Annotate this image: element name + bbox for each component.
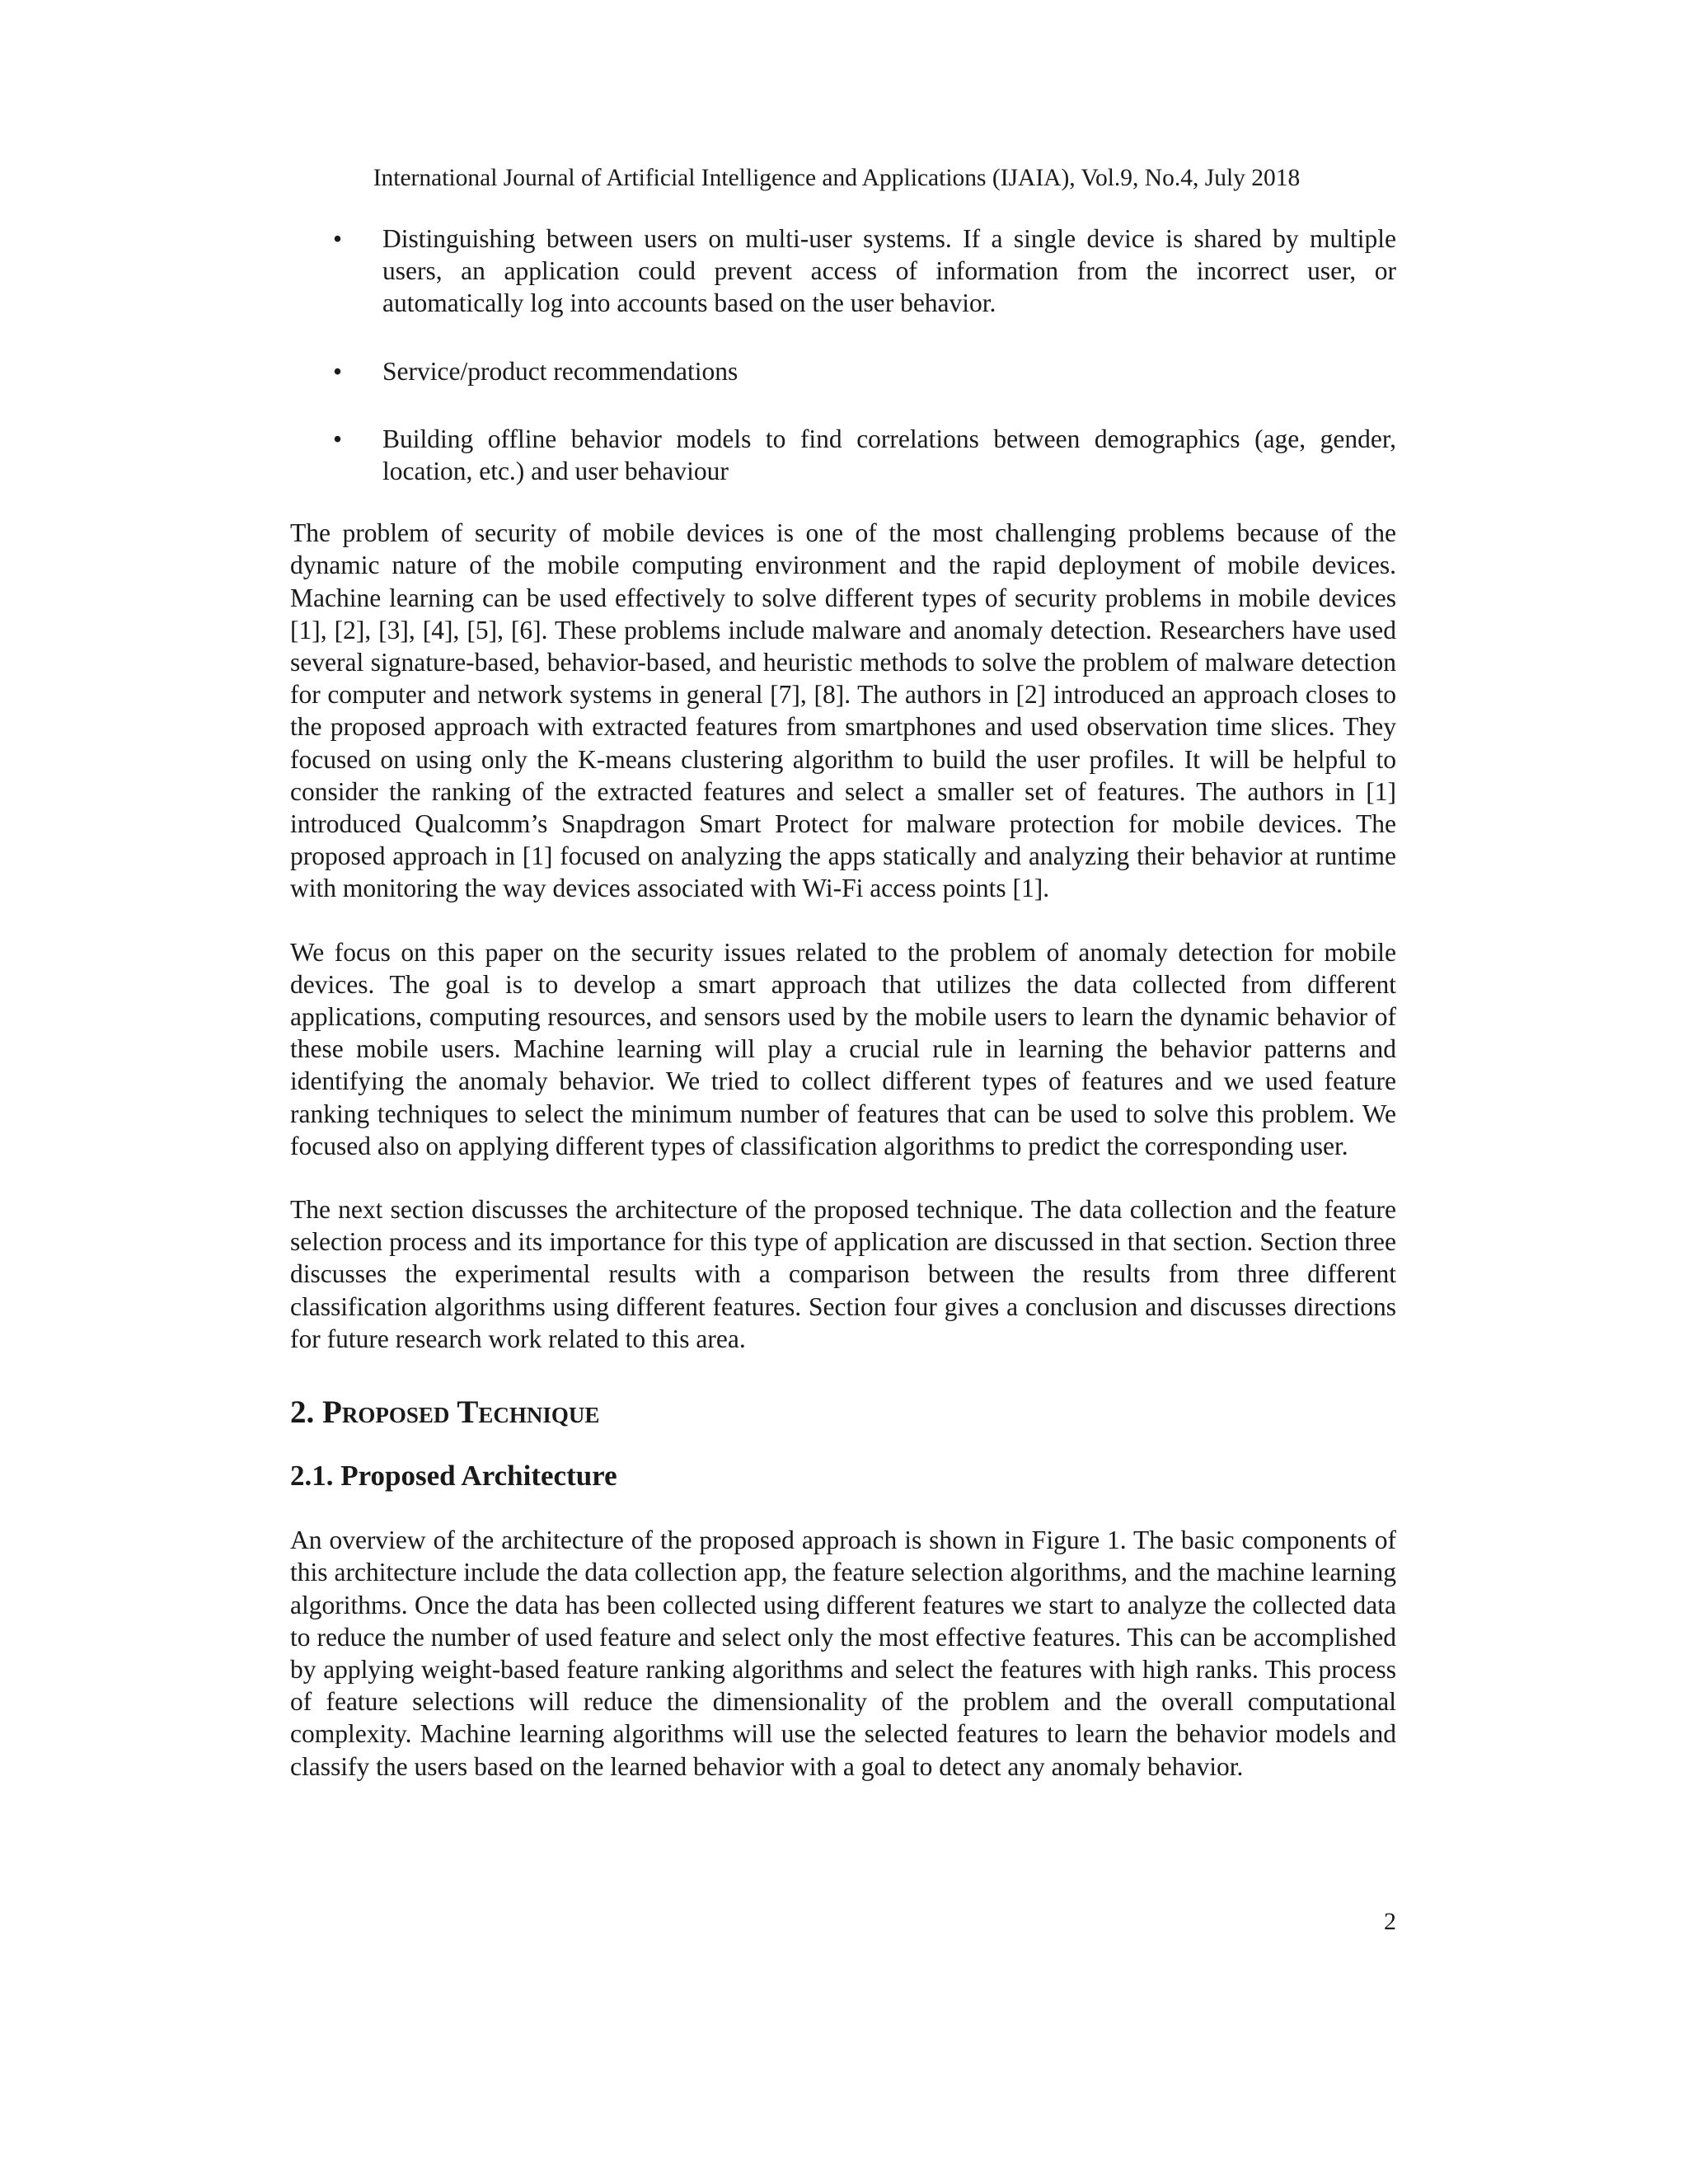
page-body <box>290 223 1396 1814</box>
bullet-list <box>290 223 1396 487</box>
body-paragraph: We focus on this paper on the security issues related to the problem of anomaly detection for mobile devices. The goal is to develop a smart approach that utilizes the data collected from different applications, computing resources, and sensors used by the mobile users to learn the dynamic behavior of these mobile users. Machine learning will play a crucial rule in learning the behavior patterns and identifying the anomaly behavior. We tried to collect different types of features and we used feature ranking techniques to select the minimum number of features that can be used to solve this problem. We focused also on applying different types of classification algorithms to predict the corresponding user. <box>290 937 1396 1160</box>
list-item <box>290 355 1396 387</box>
bullet-text: Building offline behavior models to find correlations between demographics (age, gender, location, etc.) and user behaviour <box>382 424 1396 486</box>
bullet-text: Service/product recommendations <box>382 356 738 386</box>
section-title: Proposed Technique <box>322 1394 600 1431</box>
body-paragraph: An overview of the architecture of the proposed approach is shown in Figure 1. The basic components of this architecture include the data collection app, the feature selection algorithms, and the machine learning algorithms. Once the data has been collected using different features we start to analyze the collected data to reduce the number of used feature and select only the most effective features. This can be accomplished by applying weight-based feature ranking algorithms and select the features with high ranks. This process of feature selections will reduce the dimensionality of the problem and the overall computational complexity. Machine learning algorithms will use the selected features to learn the behavior models and classify the users based on the learned behavior with a goal to detect any anomaly behavior. <box>290 1526 1396 1781</box>
running-header: International Journal of Artificial Intelligence and Applications (IJAIA), Vol.9, No.4, July 2018 <box>373 165 1301 191</box>
subsection-heading: 2.1. Proposed Architecture <box>290 1460 617 1493</box>
list-item <box>290 223 1396 320</box>
body-paragraph: The next section discusses the architecture of the proposed technique. The data collection and the feature selection process and its importance for this type of application are discussed in that section. Section three discusses the experimental results with a comparison between the results from three different classification algorithms using different features. Section four gives a conclusion and discusses directions for future research work related to this area. <box>290 1195 1396 1353</box>
section-number: 2. <box>290 1394 315 1431</box>
section-heading <box>290 1394 1396 1431</box>
bullet-icon: • <box>333 424 343 453</box>
bullet-icon: • <box>333 356 343 386</box>
body-paragraph: The problem of security of mobile devices is one of the most challenging problems because of the dynamic nature of the mobile computing environment and the rapid deployment of mobile devices. Machine learning can be used effectively to solve different types of security problems in mobile devices [1], [2], [3], [4], [5], [6]. These problems include malware and anomaly detection. Researchers have used several signature-based, behavior-based, and heuristic methods to solve the problem of malware detection for computer and network systems in general [7], [8]. The authors in [2] introduced an approach closes to the proposed approach with extracted features from smartphones and used observation time slices. They focused on using only the K-means clustering algorithm to build the user profiles. It will be helpful to consider the ranking of the extracted features and select a smaller set of features. The authors in [1] introduced Qualcomm’s Snapdragon Smart Protect for malware protection for mobile devices. The proposed approach in [1] focused on analyzing the apps statically and analyzing their behavior at runtime with monitoring the way devices associated with Wi-Fi access points [1]. <box>290 518 1396 903</box>
bullet-text: Distinguishing between users on multi-user systems. If a single device is shared by multiple users, an application could prevent access of information from the incorrect user, or automatically log into accounts based on the user behavior. <box>382 224 1396 318</box>
page-number: 2 <box>1384 1908 1396 1935</box>
list-item <box>290 423 1396 487</box>
bullet-icon: • <box>333 224 343 253</box>
